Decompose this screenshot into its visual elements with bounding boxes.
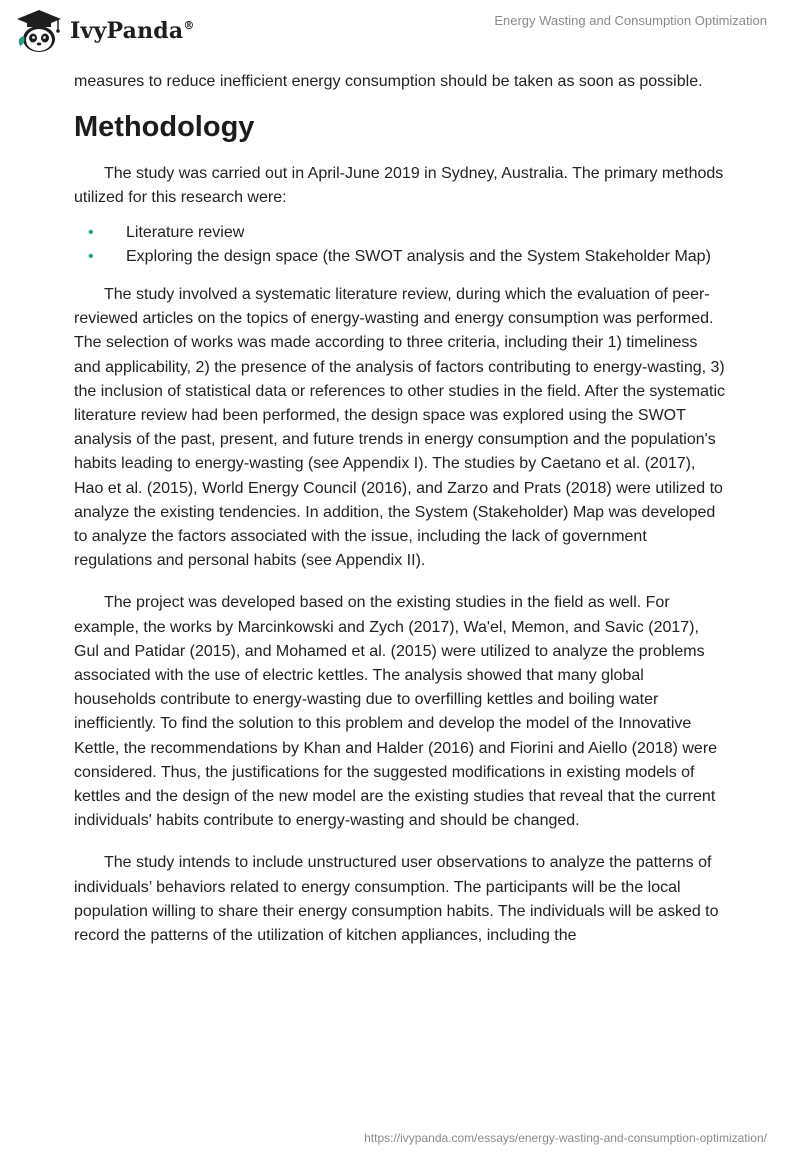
list-item-text: Exploring the design space (the SWOT analysis and the System Stakeholder Map) [126, 247, 711, 265]
paragraph-2: The study involved a systematic literature review, during which the evaluation of peer-reviewed articles on the topics of energy-wasting and energy consumption was performed. The selection of works was made according to three criteria, including their 1) timeliness and applicability, 2) the presence of the analysis of factors contributing to energy-wasting, 3) the inclusion of statistical data or references to other studies in the field. After the systematic literature review had been performed, the design space was explored using the SWOT analysis of the past, present, and future trends in energy consumption and the population's habits leading to energy-wasting (see Appendix I). The studies by Caetano et al. (2017), Hao et al. (2015), World Energy Council (2016), and Zarzo and Prats (2018) were utilized to analyze the existing tendencies. In addition, the System (Stakeholder) Map was developed to analyze the factors associated with the issue, including the lack of government regulations and personal habits (see Appendix II). [74, 286, 725, 570]
logo-text: IvyPanda [70, 18, 184, 44]
ivypanda-logo[interactable] [14, 6, 195, 56]
page-header [0, 0, 800, 60]
document-title: Energy Wasting and Consumption Optimization [494, 13, 767, 28]
panda-icon [14, 8, 64, 54]
paragraph-1: The study was carried out in April-June 2019 in Sydney, Australia. The primary methods utilized for this research were: [74, 165, 724, 207]
methods-list [74, 221, 726, 269]
bullet-icon: • [88, 247, 94, 265]
list-item [74, 245, 726, 269]
section-heading: Methodology [74, 111, 255, 144]
article-body [74, 70, 726, 948]
intro-continuation: measures to reduce inefficient energy consumption should be taken as soon as possible. [74, 73, 703, 90]
logo-wordmark [70, 18, 195, 44]
paragraph-4: The study intends to include unstructured user observations to analyze the patterns of individuals’ behaviors related to energy consumption. The participants will be the local population willing to share their energy consumption habits. The individuals will be asked to record the patterns of the utilization of kitchen appliances, including the [74, 854, 719, 945]
registered-mark: ® [183, 19, 195, 32]
list-item-text: Literature review [126, 223, 245, 241]
source-url-link[interactable]: https://ivypanda.com/essays/energy-wasting-and-consumption-optimization/ [364, 1131, 767, 1145]
bullet-icon: • [88, 223, 94, 241]
list-item [74, 221, 726, 245]
paragraph-3: The project was developed based on the existing studies in the field as well. For example, the works by Marcinkowski and Zych (2017), Wa'el, Memon, and Savic (2017), Gul and Patidar (2015), and Mohamed et al. (2015) were utilized to analyze the problems associated with the use of electric kettles. The analysis showed that many global households contribute to energy-wasting due to overfilling kettles and boiling water inefficiently. To find the solution to this problem and develop the model of the Innovative Kettle, the recommendations by Khan and Halder (2016) and Fiorini and Aiello (2018) were considered. Thus, the justifications for the suggested modifications in existing models of kettles and the design of the new model are the existing studies that reveal that the current individuals' habits contribute to energy-wasting and should be changed. [74, 594, 718, 830]
